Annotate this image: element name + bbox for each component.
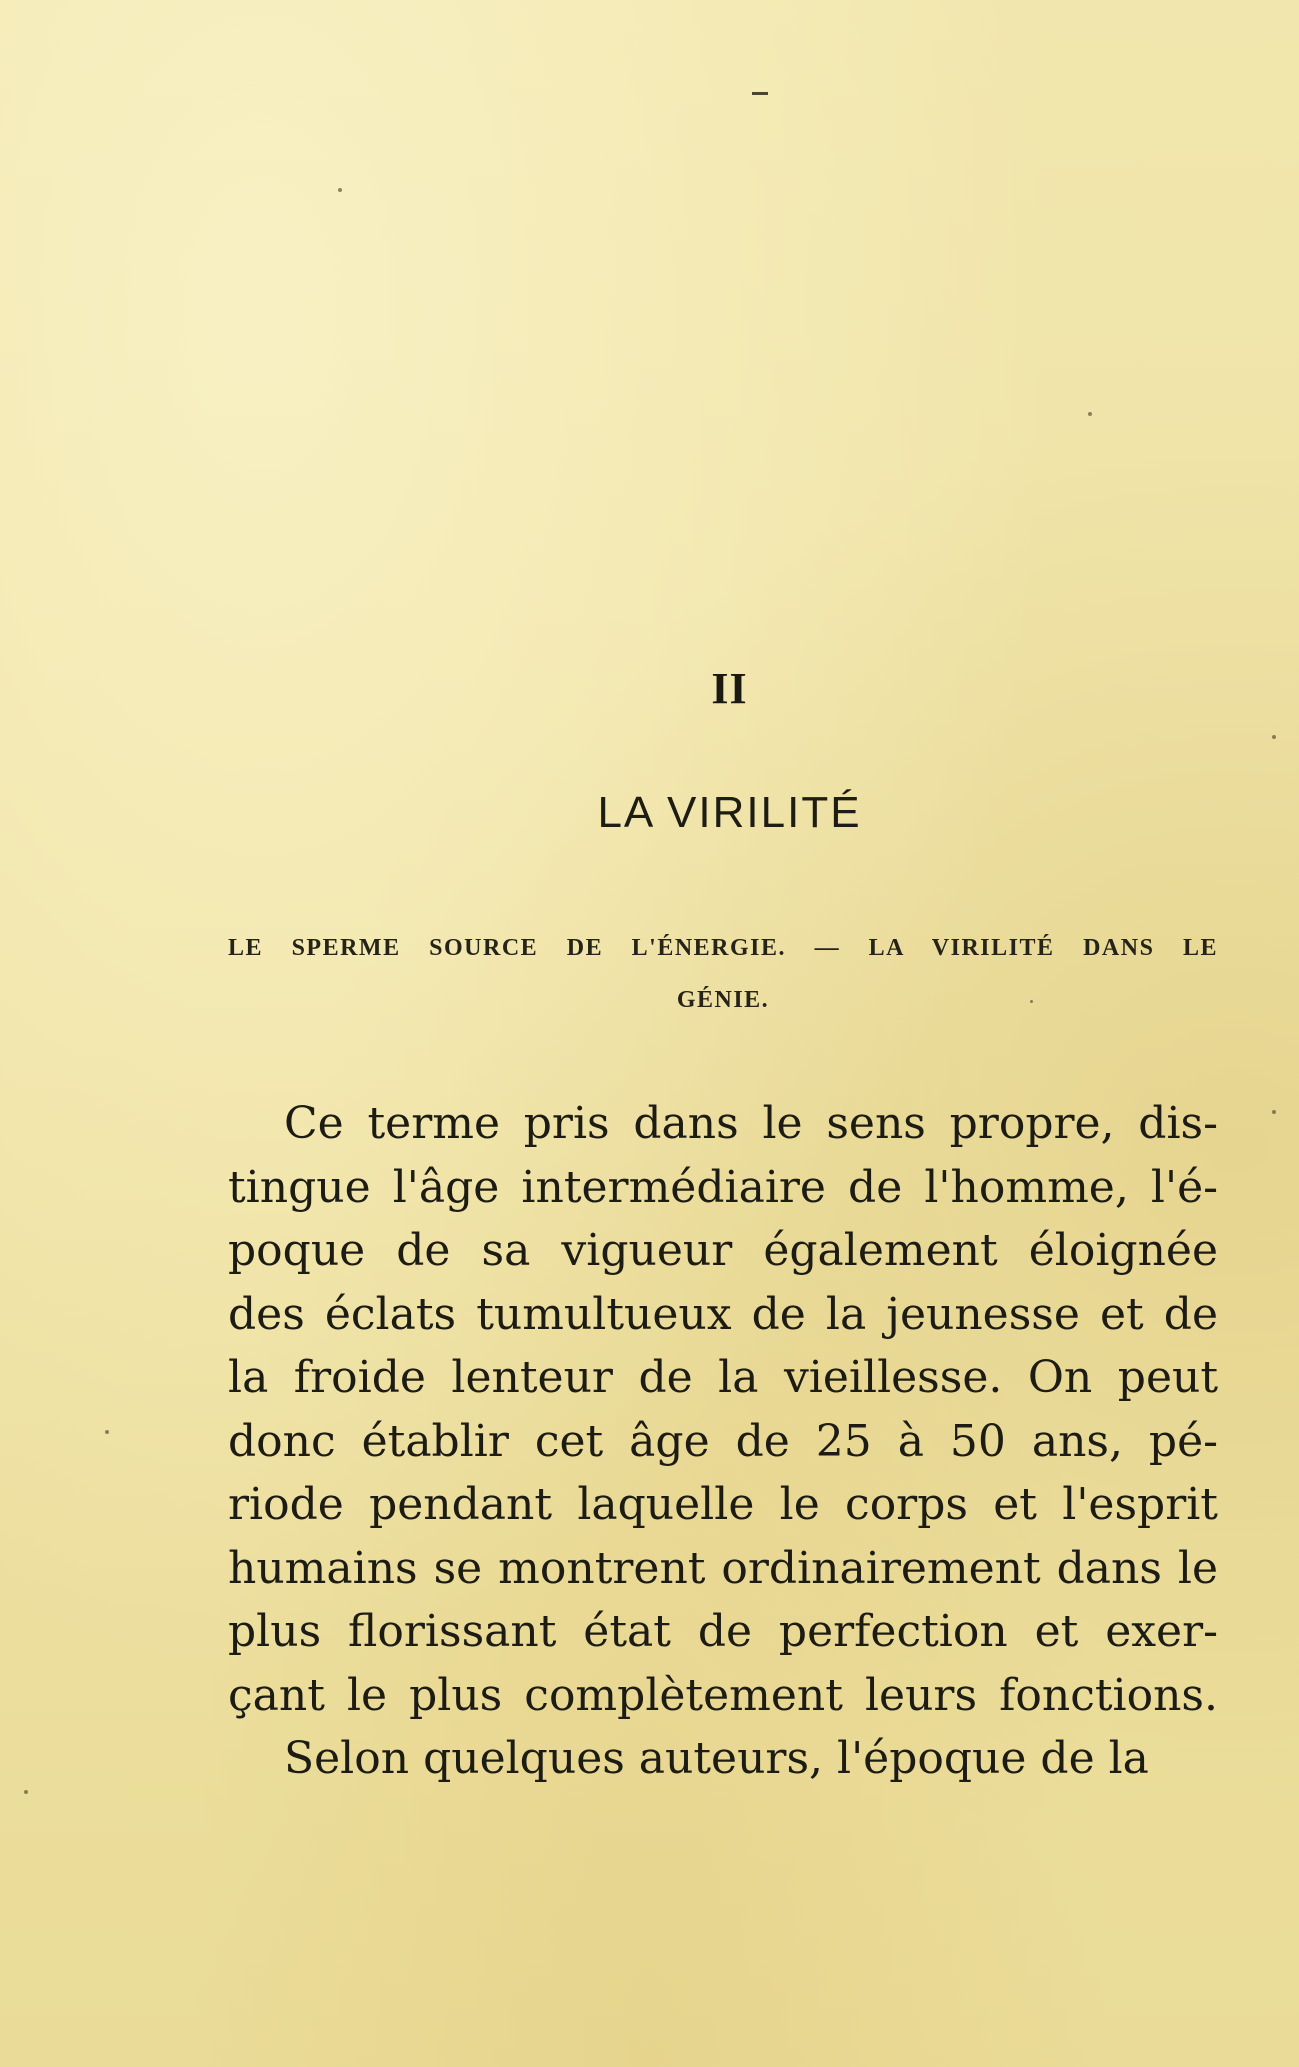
chapter-title: LA VIRILITÉ [597, 788, 862, 837]
paper-speck [1272, 1110, 1276, 1114]
text-line: riode pendant laquelle le corps et l'esprit [228, 1479, 1218, 1530]
paper-speck [24, 1790, 28, 1794]
text-line: des éclats tumultueux de la jeunesse et de [228, 1288, 1218, 1340]
paper-speck [105, 1430, 109, 1434]
text-line: la froide lenteur de la vieillesse. On peut [228, 1352, 1218, 1403]
text-line: donc établir cet âge de 25 à 50 ans, pé- [228, 1415, 1218, 1467]
text-line: poque de sa vigueur également éloignée [228, 1225, 1218, 1276]
paper-speck [1088, 412, 1092, 416]
paper-speck [338, 188, 342, 192]
text-line: çant le plus complètement leurs fonctions. [228, 1669, 1218, 1721]
body-paragraph [228, 1092, 1218, 1791]
paper-speck [1272, 735, 1276, 739]
text-line: tingue l'âge intermédiaire de l'homme, l'é- [228, 1161, 1218, 1213]
chapter-summary [228, 928, 1218, 1020]
chapter-number: II [711, 664, 748, 713]
text-line: Selon quelques auteurs, l'époque de la [284, 1733, 1149, 1784]
text-line: humains se montrent ordinairement dans le [228, 1542, 1218, 1594]
text-line: Ce terme pris dans le sens propre, dis- [284, 1098, 1218, 1149]
text-line: plus florissant état de perfection et exer- [228, 1606, 1218, 1657]
summary-line: GÉNIE. [676, 987, 770, 1013]
summary-line: LE SPERME SOURCE DE L'ÉNERGIE. — LA VIRILITÉ DANS LE [228, 935, 1218, 961]
page-mark [752, 92, 768, 95]
